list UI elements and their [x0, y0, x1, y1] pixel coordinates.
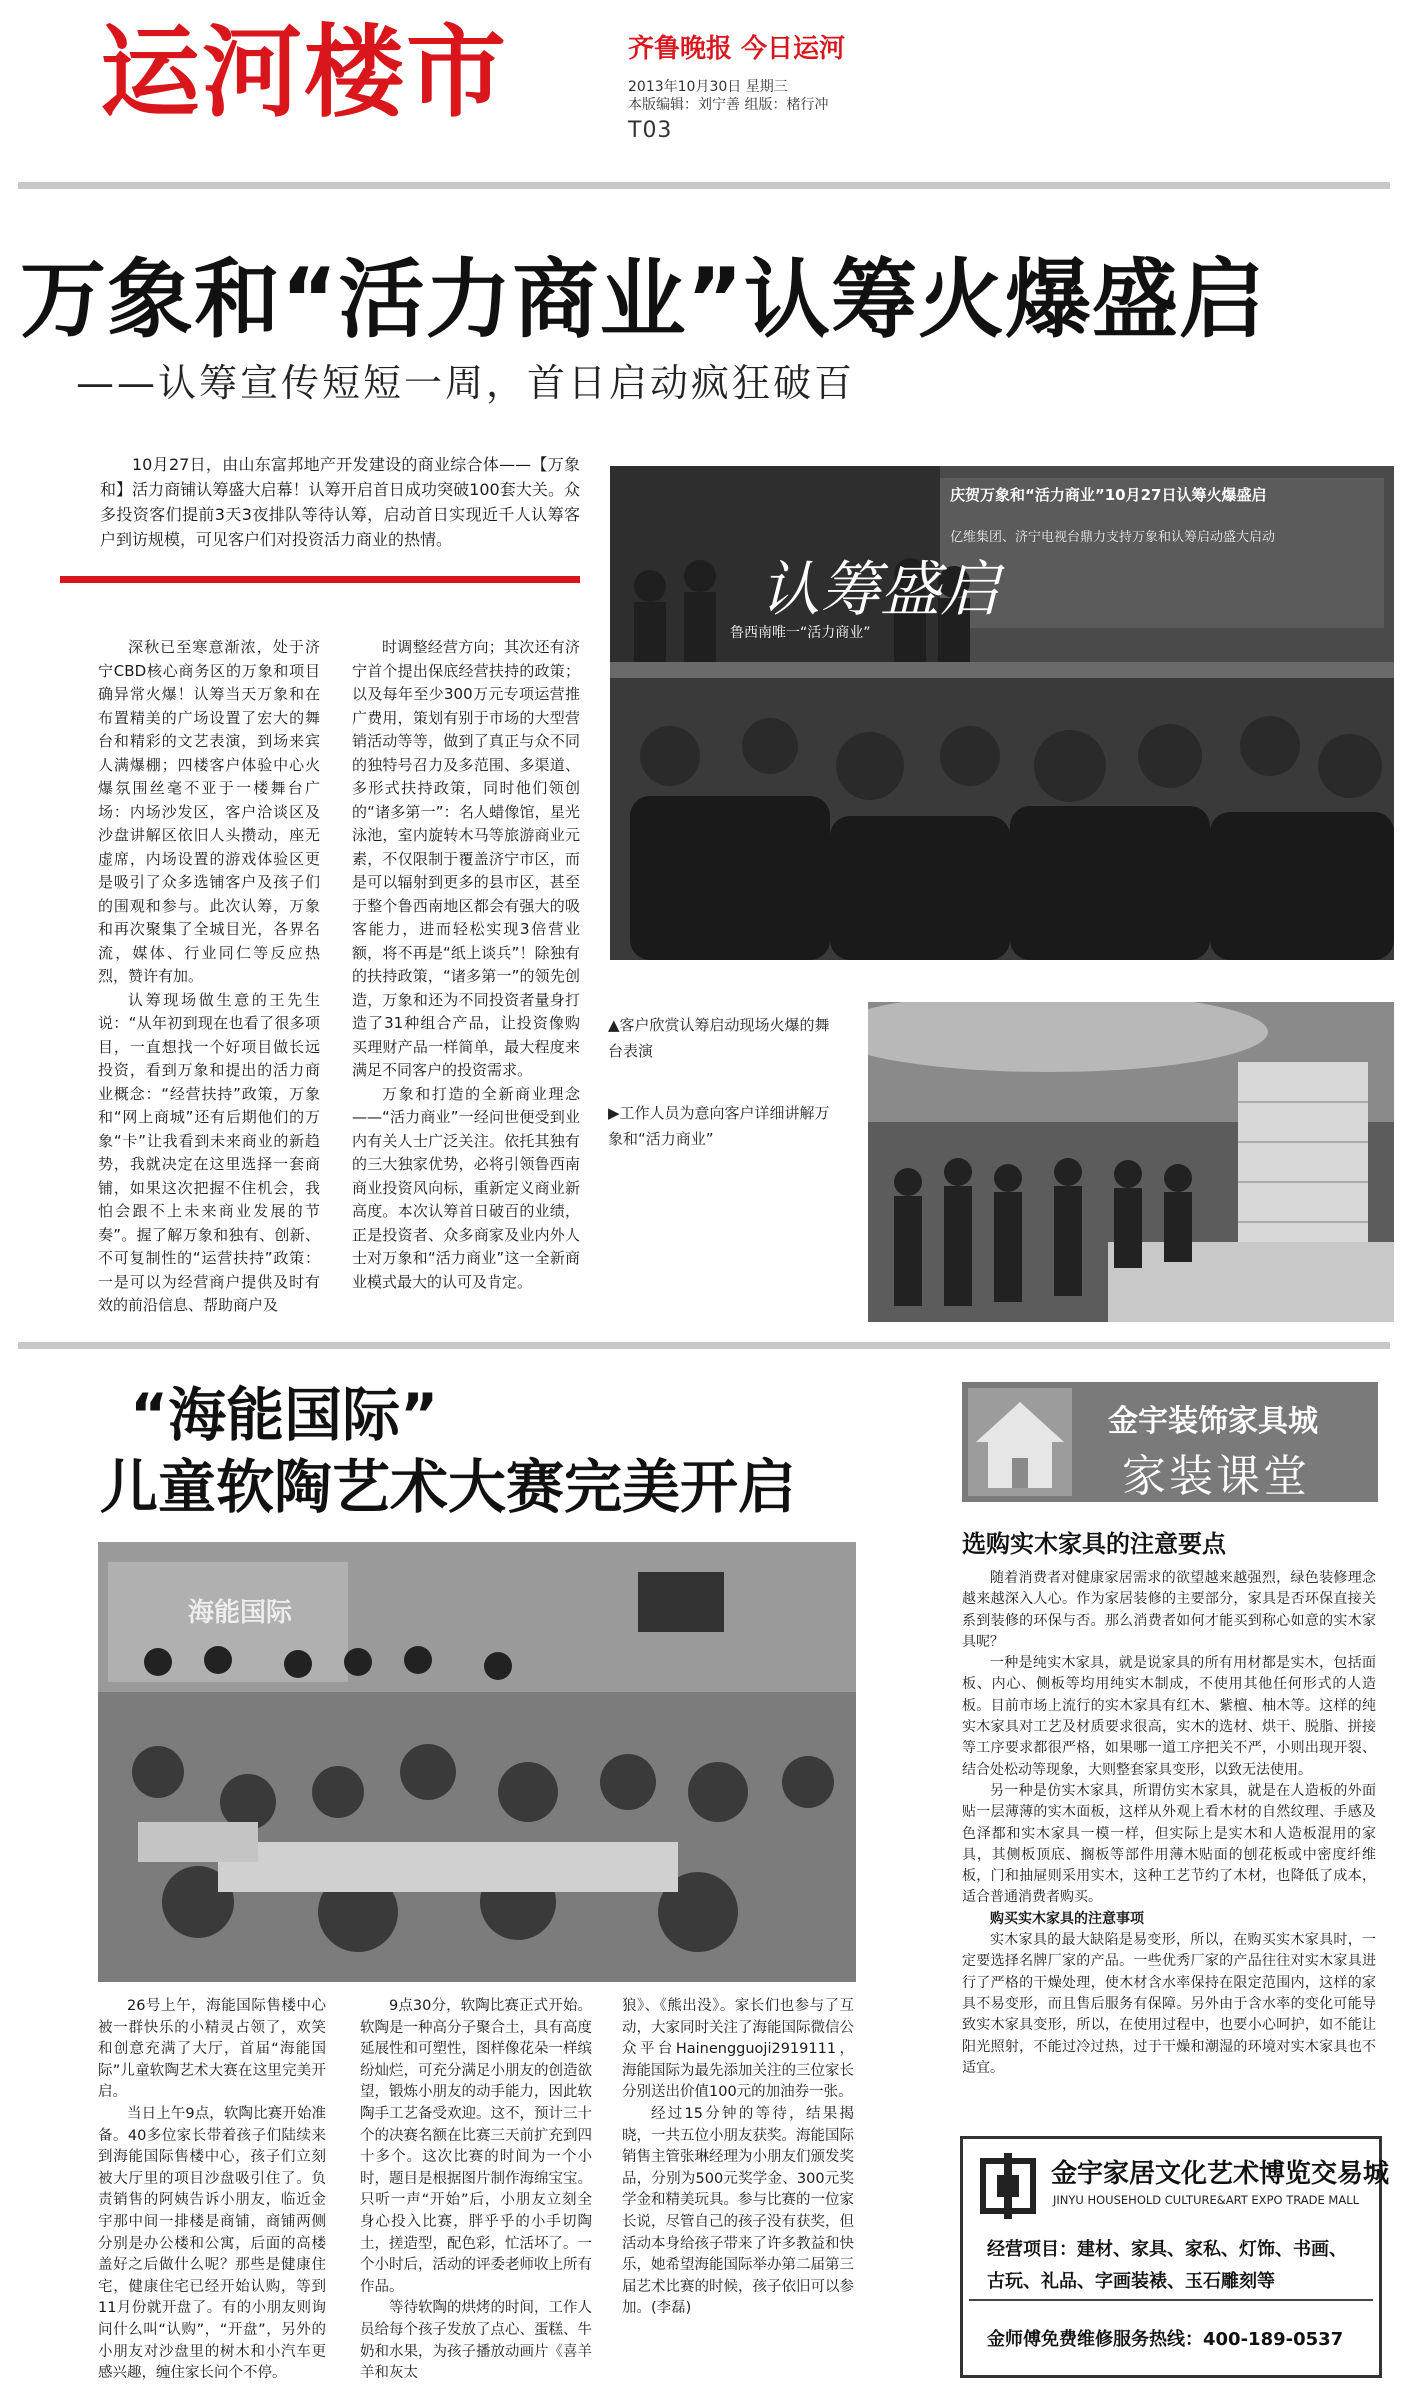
story2-col3-para: 狼》、《熊出没》。家长们也参与了互动，大家同时关注了海能国际微信公众平台Hainengguoji2919111，海能国际为最先添加关注的三位家长分别送出价值100元的加油券一张。: [622, 1998, 854, 2101]
ad-divider: [969, 2299, 1373, 2301]
story1-lead: 10月27日，由山东富邦地产开发建设的商业综合体——【万象和】活力商铺认筹盛大启幕！认筹开启首日成功突破100套大关。众多投资客们提前3天3夜排队等待认筹，启动首日实现近千人认筹客户到访规模，可见客户们对投资活力商业的热情。: [100, 455, 580, 549]
story2-headline-line1: “海能国际”: [130, 1381, 439, 1449]
story1-subhead: ——认筹宣传短短一周，首日启动疯狂破百: [76, 361, 856, 405]
masthead-brand: 齐鲁晚报 今日运河: [628, 34, 846, 64]
stage-slogan: 鲁西南唯一“活力商业”: [730, 625, 871, 641]
masthead-title: 运河楼市: [100, 14, 508, 131]
caption-consult: ▶工作人员为意向客户详细讲解万象和“活力商业”: [608, 1104, 830, 1148]
column-badge: [962, 1382, 1378, 1502]
column-badge-line1: 金宇装饰家具城: [1108, 1404, 1318, 1439]
caption-stage: ▲客户欣赏认筹启动现场火爆的舞台表演: [608, 1016, 830, 1060]
story2-column-3: [622, 1996, 854, 2320]
clay-contest-photo: [98, 1542, 856, 1982]
story2-headline-line2: 儿童软陶艺术大赛完美开启: [100, 1453, 797, 1521]
story2-column-1: [98, 1996, 326, 2385]
story1-col1-para: 深秋已至寒意渐浓，处于济宁CBD核心商务区的万象和项目确异常火爆！认筹当天万象和在布置精美的广场设置了宏大的舞台和精彩的文艺表演，到场来宾人满爆棚；四楼客户体验中心火爆氛围丝毫不亚于一楼舞台广场：内场沙发区，客户洽谈区及沙盘讲解区依旧人头攒动，座无虚席，内场设置的游戏体验区更是吸引了众多选铺客户及孩子们的围观和参与。此次认筹，万象和再次聚集了全城目光，各界名流，媒体、行业同仁等反应热烈，赞许有加。: [98, 638, 320, 985]
story2-col2-para: 9点30分，软陶比赛正式开始。软陶是一种高分子聚合土，具有高度延展性和可塑性，图样像花朵一样缤纷灿烂，可充分满足小朋友的创造欲望，锻炼小朋友的动手能力，因此软陶手工艺备受欢迎。这不，预计三十个的决赛名额在比赛三天前扩充到四十多个。这次比赛的时间为一个小时，题目是根据图片制作海绵宝宝。只听一声“开始”后，小朋友立刻全身心投入比赛，胖乎乎的小手切陶土，搓造型，配色彩，忙活坏了。一个小时后，活动的评委老师收上所有作品。: [360, 1998, 592, 2295]
mid-divider: [18, 1342, 1390, 1349]
stage-performance-photo: [610, 466, 1394, 960]
column-body: [962, 1568, 1376, 2079]
story1-col2-para: 万象和打造的全新商业理念——“活力商业”一经问世便受到业内有关人士广泛关注。依托其独有的三大独家优势，必将引领鲁西南商业投资风向标，重新定义商业新高度。本次认筹首日破百的业绩，正是投资者、众多商家及业内外人士对万象和“活力商业”这一全新商业模式最大的认可及肯定。: [352, 1084, 580, 1291]
story1-column-2: [352, 636, 580, 1294]
editor-line: 本版编辑：刘宁善 组版：楮行冲: [628, 97, 829, 113]
stage-banner-sub: 亿维集团、济宁电视台鼎力支持万象和认筹启动盛大启动: [950, 530, 1276, 545]
column-para: 另一种是仿实木家具，所谓仿实木家具，就是在人造板的外面贴一层薄薄的实木面板，这样从外观上看木材的自然纹理、手感及色泽都和实木家具一模一样，但实际上是实木和人造板混用的家具，其侧板顶底、搁板等部件用薄木贴面的刨花板或中密度纤维板，门和抽屉则采用实木，这种工艺节约了木材，也降低了成本，适合普通消费者购买。: [962, 1782, 1376, 1906]
house-icon: [968, 1388, 1072, 1496]
lead-accent-bar: [60, 576, 580, 583]
column-title: 选购实木家具的注意要点: [962, 1530, 1226, 1558]
sales-consultation-photo: [868, 1002, 1394, 1322]
date-line: 2013年10月30日 星期三: [628, 79, 788, 95]
stage-calligraphy: 认筹盛启: [760, 555, 1000, 625]
mall-english-name: JINYU HOUSEHOLD CULTURE&ART EXPO TRADE MALL: [1053, 2193, 1360, 2207]
story1-col2-para: 时调整经营方向；其次还有济宁首个提出保底经营扶持的政策；以及每年至少300万元专项运营推广费用，策划有别于市场的大型营销活动等等，做到了真正与众不同的独特号召力及多范围、多渠道、多形式扶持政策，同时他们领创的“诸多第一”：名人蜡像馆，星光泳池，室内旋转木马等旅游商业元素，不仅限制于覆盖济宁市区，而是可以辐射到更多的县市区，甚至于整个鲁西南地区都会有强大的吸客能力，进而轻松实现3倍营业额，将不再是“纸上谈兵”！除独有的扶持政策，“诸多第一”的领先创造，万象和还为不同投资者量身打造了31种组合产品，让投资像购买理财产品一样简单，最大程度来满足不同客户的投资需求。: [352, 638, 580, 1079]
mall-logo-icon: [975, 2153, 1041, 2219]
story2-col2-para: 等待软陶的烘烤的时间，工作人员给每个孩子发放了点心、蛋糕、牛奶和水果，为孩子播放动画片《喜羊羊和灰太: [360, 2300, 592, 2382]
masthead-meta: [628, 78, 828, 114]
mall-advertisement: [960, 2136, 1390, 2378]
story1-col1-para: 认筹现场做生意的王先生说：“从年初到现在也看了很多项目，一直想找一个好项目做长远投资，看到万象和提出的活力商业概念：“经营扶持”政策，万象和“网上商城”还有后期他们的万象“卡”让我看到未来商业的新趋势，我就决定在这里选择一套商铺，如果这次把握不住机会，我怕会跟不上未来商业发展的节奏”。握了解万象和独有、创新、不可复制性的“运营扶持”政策：一是可以为经营商户提供及时有效的前沿信息、帮助商户及: [98, 990, 320, 1314]
column-para: 实木家具的最大缺陷是易变形，所以，在购买实木家具时，一定要选择名牌厂家的产品。一些优秀厂家的产品往往对实木家具进行了严格的干燥处理，使木材含水率保持在限定范围内，这样的家具不易变形，而且售后服务有保障。另外由于含水率的变化可能导致实木家具变形，所以，在使用过程中，也要小心呵护，如不能让阳光照射，不能过冷过热，过于干燥和潮湿的环境对实木家具也不适宜。: [962, 1932, 1376, 2076]
stage-banner: 庆贺万象和“活力商业”10月27日认筹火爆盛启: [950, 486, 1267, 504]
column-para: 一种是纯实木家具，就是说家具的所有用材都是实木，包括面板、内心、侧板等均用纯实木制成，不使用其他任何形式的人造板。目前市场上流行的实木家具有红木、紫檀、柚木等。这样的纯实木家具对工艺及材质要求很高，实木的选材、烘干、脱脂、拼接等工序要求都很严格，如果哪一道工序把关不严，小则出现开裂、结合处松动等现象，大则整套家具变形，以致无法使用。: [962, 1655, 1376, 1778]
page-number: T03: [628, 118, 673, 143]
column-para: 随着消费者对健康家居需求的欲望越来越强烈，绿色装修理念越来越深入人心。作为家居装修的主要部分，家具是否环保直接关系到装修的环保与否。那么消费者如何才能买到称心如意的实木家具呢？: [962, 1570, 1376, 1650]
column-subheading: 购买实木家具的注意事项: [990, 1910, 1144, 1927]
column-badge-line2: 家装课堂: [1122, 1451, 1310, 1502]
story2-col3-para: 经过15分钟的等待，结果揭晓，一共五位小朋友获奖。海能国际销售主管张琳经理为小朋友们颁发奖品，分别为500元奖学金、300元奖学金和精美玩具。参与比赛的一位家长说，尽管自己的孩子没有获奖，但活动本身给孩子带来了许多教益和快乐，她希望海能国际举办第二届第三届艺术比赛的时候，孩子依旧可以参加。(李磊): [622, 2105, 854, 2317]
mall-business-line2: 古玩、礼品、字画装裱、玉石雕刻等: [987, 2271, 1275, 2292]
story1-column-1: [98, 636, 320, 1318]
mall-business-line1: 经营项目：建材、家具、家私、灯饰、书画、: [987, 2239, 1347, 2260]
story1-headline: 万象和“活力商业”认筹火爆盛启: [20, 250, 1267, 350]
story2-col1-para: 当日上午9点，软陶比赛开始准备。40多位家长带着孩子们陆续来到海能国际售楼中心，孩子们立刻被大厅里的项目沙盘吸引住了。负责销售的阿姨告诉小朋友，临近金宇那中间一排楼是商铺，商铺两侧分别是办公楼和公寓，后面的高楼盖好之后做什么呢？那些是健康住宅，健康住宅已经开始认购，等到11月份就开盘了。有的小朋友则询问什么叫“认购”，“开盘”，另外的小朋友对沙盘里的树木和小汽车更感兴趣，缠住家长问个不停。: [98, 2105, 326, 2382]
top-divider: [18, 182, 1390, 189]
story2-column-2: [360, 1996, 592, 2385]
repair-hotline: 金师傅免费维修服务热线：400-189-0537: [987, 2329, 1344, 2350]
consult-photo-art: [868, 1002, 1394, 1322]
contest-wall-sign: 海能国际: [188, 1598, 293, 1628]
mall-name: 金宇家居文化艺术博览交易城: [1051, 2159, 1390, 2189]
story2-col1-para: 26号上午，海能国际售楼中心被一群快乐的小精灵占领了，欢笑和创意充满了大厅，首届“海能国际”儿童软陶艺术大赛在这里完美开启。: [98, 1998, 326, 2101]
